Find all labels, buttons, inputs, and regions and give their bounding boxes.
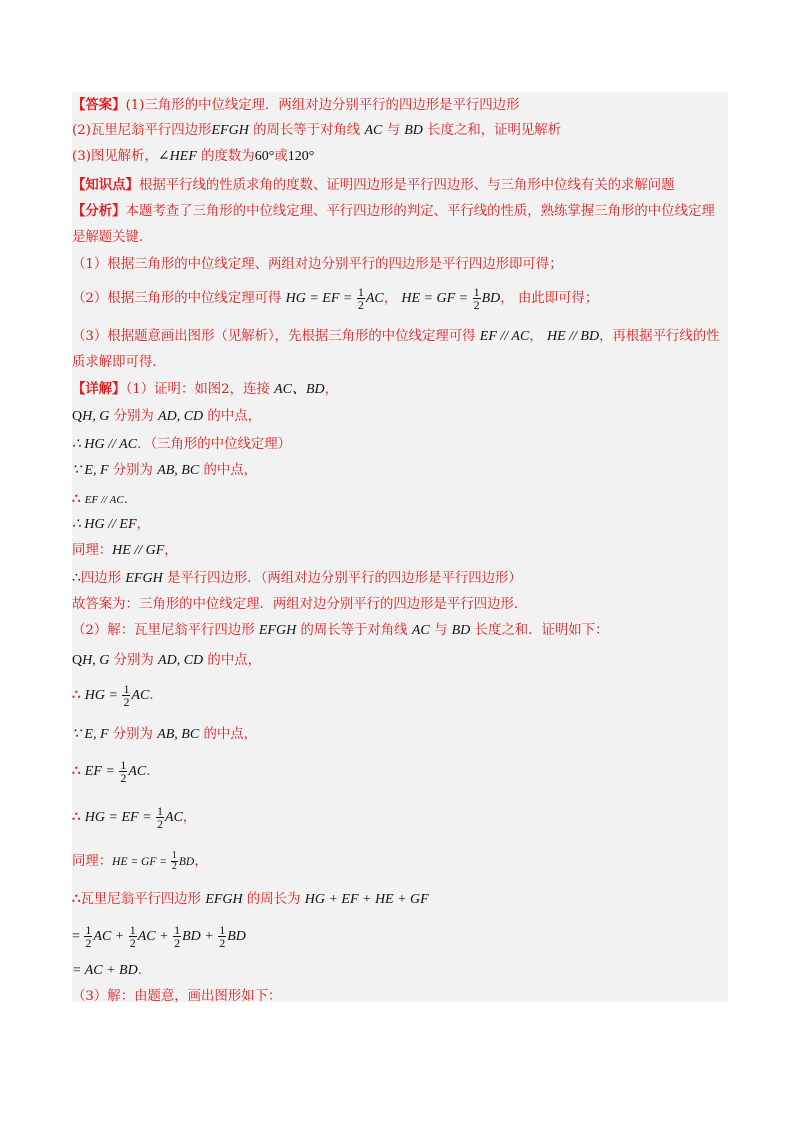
knowledge-tag: 【知识点】 (72, 177, 139, 193)
fraction-numerator: 1 (357, 285, 364, 299)
text-span: ， (529, 329, 547, 344)
text-span: 根据平行线的性质求角的度数、证明四边形是平行四边形、与三角形中位线有关的求解问题 (138, 178, 675, 193)
math-expression: BD (404, 123, 423, 138)
math-expression: AC + (137, 929, 173, 944)
text-span: ．（三角形的中位线定理） (137, 437, 292, 452)
fraction-numerator: 1 (174, 923, 181, 937)
math-expression: AB, BC (157, 463, 200, 478)
fraction (129, 924, 137, 949)
fraction (171, 851, 178, 872)
text-span: 与 (382, 123, 405, 138)
math-expression: BD + (182, 929, 218, 944)
math-expression: HG + EF + HE + GF (304, 892, 429, 907)
proof-line (72, 566, 728, 592)
fraction (122, 683, 130, 708)
answer-part3-line (72, 144, 728, 170)
text-span: （1）证明：如图2，连接 (125, 382, 275, 397)
math-expression: EFGH (125, 571, 163, 586)
fraction-denominator: 2 (129, 936, 136, 950)
math-expression: AD, CD (158, 409, 204, 424)
analysis-step1 (72, 252, 728, 278)
text-span: (1)三角形的中位线定理．两组对边分别平行的四边形是平行四边形 (125, 98, 520, 113)
answer-line (72, 92, 728, 119)
fraction (357, 286, 365, 311)
math-expression: AC、BD (274, 382, 325, 397)
text-span: ． (123, 492, 138, 507)
proof-line (72, 886, 728, 913)
proof-line (72, 404, 728, 430)
text-span: 同理： (72, 543, 113, 558)
text-span: ． (137, 963, 152, 978)
proof-line (72, 846, 728, 878)
text-span: ∴ (72, 809, 81, 825)
proof-line (72, 752, 728, 791)
proof-line (72, 958, 728, 984)
proof-line (72, 486, 728, 513)
math-expression: EFGH (258, 623, 297, 638)
math-expression: AC (165, 810, 183, 825)
text-span: ． (146, 764, 160, 779)
math-expression: HE = GF = (112, 856, 170, 868)
fraction-denominator: 2 (120, 771, 127, 785)
text-span: ∴ (72, 687, 81, 703)
text-span: （1）根据三角形的中位线定理、两组对边分别平行的四边形是平行四边形即可得； (72, 257, 563, 272)
analysis-paragraph (72, 198, 728, 251)
fraction-denominator: 2 (123, 695, 130, 709)
math-expression: BD (451, 623, 471, 638)
text-span: 是平行四边形．（两组对边分别平行的四边形是平行四边形） (162, 571, 522, 586)
fraction-numerator: 1 (85, 923, 92, 937)
fraction-numerator: 1 (123, 682, 130, 696)
math-expression: Q (72, 409, 83, 424)
text-span: 的度数为 (196, 149, 255, 164)
math-expression: HE // GF (112, 543, 165, 558)
math-expression: EFGH (205, 892, 243, 907)
math-expression: ∴ HG // AC (72, 437, 138, 452)
answer-tag: 【答案】 (72, 97, 126, 113)
text-span: ， (383, 291, 402, 306)
analysis-step2 (72, 280, 728, 318)
math-expression: Q (72, 653, 83, 668)
text-span: 长度之和．证明如下： (470, 623, 609, 638)
text-span: ∴ (72, 491, 81, 507)
math-expression: H, G (82, 409, 110, 424)
fraction (173, 924, 181, 949)
text-span: ． (149, 688, 163, 703)
fraction (84, 924, 92, 949)
proof-line (72, 618, 728, 644)
fraction (119, 759, 127, 784)
text-span: 的周长等于对角线 (248, 123, 365, 138)
math-expression: AB, BC (157, 727, 200, 742)
fraction (156, 805, 164, 830)
proof-line (72, 512, 728, 538)
text-span: （3）根据题意画出图形（见解析），先根据三角形的中位线定理可得 (72, 329, 480, 344)
fraction (473, 286, 481, 311)
math-expression: AC (131, 688, 150, 703)
proof-line (72, 432, 728, 458)
text-span: 的周长为 (242, 892, 305, 907)
math-expression: = AC + BD (72, 963, 138, 978)
document-page (72, 92, 728, 1002)
analysis-tag: 【分析】 (72, 203, 126, 219)
math-expression: EF // AC (84, 494, 124, 506)
text-span: 与 (429, 623, 452, 638)
fraction-numerator: 1 (120, 758, 127, 772)
text-span: 长度之和，证明见解析 (422, 123, 562, 138)
text-span: 的中点， (199, 463, 258, 478)
detail-line (72, 376, 728, 403)
analysis-step3 (72, 324, 728, 376)
math-expression: ∵ E, F (72, 463, 109, 478)
proof-line (72, 538, 728, 564)
fraction-denominator: 2 (157, 817, 164, 831)
answer-part2-line (72, 118, 728, 144)
text-span: ， (164, 543, 178, 558)
fraction-numerator: 1 (129, 923, 136, 937)
text-span: （2）根据三角形的中位线定理可得 (72, 291, 286, 306)
text-span: (3)图见解析， (72, 149, 158, 164)
proof-line (72, 592, 728, 618)
fraction (218, 924, 226, 949)
text-span: ， (324, 382, 339, 397)
math-expression: AC + (93, 929, 128, 944)
text-span: 瓦里尼翁平行四边形 (80, 892, 206, 907)
text-span: (2)瓦里尼翁平行四边形 (72, 123, 212, 138)
text-span: 同理： (72, 854, 113, 869)
proof-line (72, 458, 728, 484)
math-expression: 120° (287, 149, 315, 164)
proof-line (72, 984, 728, 1010)
text-span: ， 由此即可得； (500, 291, 599, 306)
math-expression: AC (128, 764, 147, 779)
math-expression: ∠HEF (157, 149, 197, 164)
text-span: 故答案为：三角形的中位线定理．两组对边分别平行的四边形是平行四边形． (72, 597, 528, 612)
knowledge-point-line (72, 172, 728, 199)
math-expression: HG = (84, 688, 122, 703)
math-expression: H, G (82, 653, 110, 668)
proof-line (72, 918, 728, 956)
text-span: 的周长等于对角线 (296, 623, 412, 638)
math-expression: AD, CD (158, 653, 204, 668)
math-expression: AC (411, 623, 430, 638)
text-span: ，再根据平行线的性质求解即可得． (72, 329, 720, 370)
fraction-numerator: 1 (157, 804, 164, 818)
text-span: （3）解：由题意，画出图形如下： (72, 989, 282, 1004)
math-expression: EF // AC (479, 329, 530, 344)
proof-line (72, 676, 728, 715)
math-expression: ∵ E, F (72, 727, 109, 742)
text-span: 的中点， (203, 409, 261, 424)
math-expression: ∴ HG // EF (72, 517, 137, 532)
math-expression: ∴ (72, 571, 81, 586)
fraction-denominator: 2 (174, 936, 181, 950)
proof-line (72, 648, 728, 674)
text-span: 的中点， (199, 727, 258, 742)
math-expression: AC (365, 291, 384, 306)
text-span: ∴ (72, 891, 81, 907)
fraction-denominator: 2 (171, 861, 177, 872)
math-expression: HE // BD (546, 329, 600, 344)
text-span: 本题考查了三角形的中位线定理、平行四边形的判定、平行线的性质，熟练掌握三角形的中位线定理是解题关键． (72, 204, 715, 245)
math-expression: 60° (254, 149, 275, 164)
text-span: 或 (274, 149, 288, 164)
text-span: 四边形 (80, 571, 126, 586)
text-span: ∴ (72, 763, 81, 779)
math-expression: EFGH (211, 123, 249, 138)
text-span: ， (182, 810, 197, 825)
fraction-denominator: 2 (473, 298, 480, 312)
math-expression: BD (227, 929, 246, 944)
text-span: ， (136, 517, 150, 532)
text-span: 分别为 (109, 409, 159, 424)
fraction-numerator: 1 (473, 285, 480, 299)
math-expression: = (72, 929, 84, 944)
math-expression: HG = EF = (285, 291, 356, 306)
math-expression: EF = (84, 764, 119, 779)
text-span: 分别为 (108, 727, 158, 742)
fraction-denominator: 2 (85, 936, 92, 950)
text-span: ， (194, 854, 208, 869)
math-expression: HE = GF = (401, 291, 472, 306)
fraction-denominator: 2 (219, 936, 226, 950)
detail-tag: 【详解】 (72, 381, 126, 397)
math-expression: BD (481, 291, 501, 306)
math-expression: HG = EF = (84, 810, 156, 825)
text-span: （2）解：瓦里尼翁平行四边形 (72, 623, 259, 638)
fraction-denominator: 2 (357, 298, 364, 312)
text-span: 的中点， (203, 653, 261, 668)
text-span: 分别为 (108, 463, 158, 478)
math-expression: BD (178, 856, 195, 868)
proof-line (72, 798, 728, 837)
proof-line (72, 722, 728, 748)
fraction-numerator: 1 (219, 923, 226, 937)
fraction-numerator: 1 (171, 850, 177, 861)
math-expression: AC (364, 123, 383, 138)
text-span: 分别为 (109, 653, 159, 668)
